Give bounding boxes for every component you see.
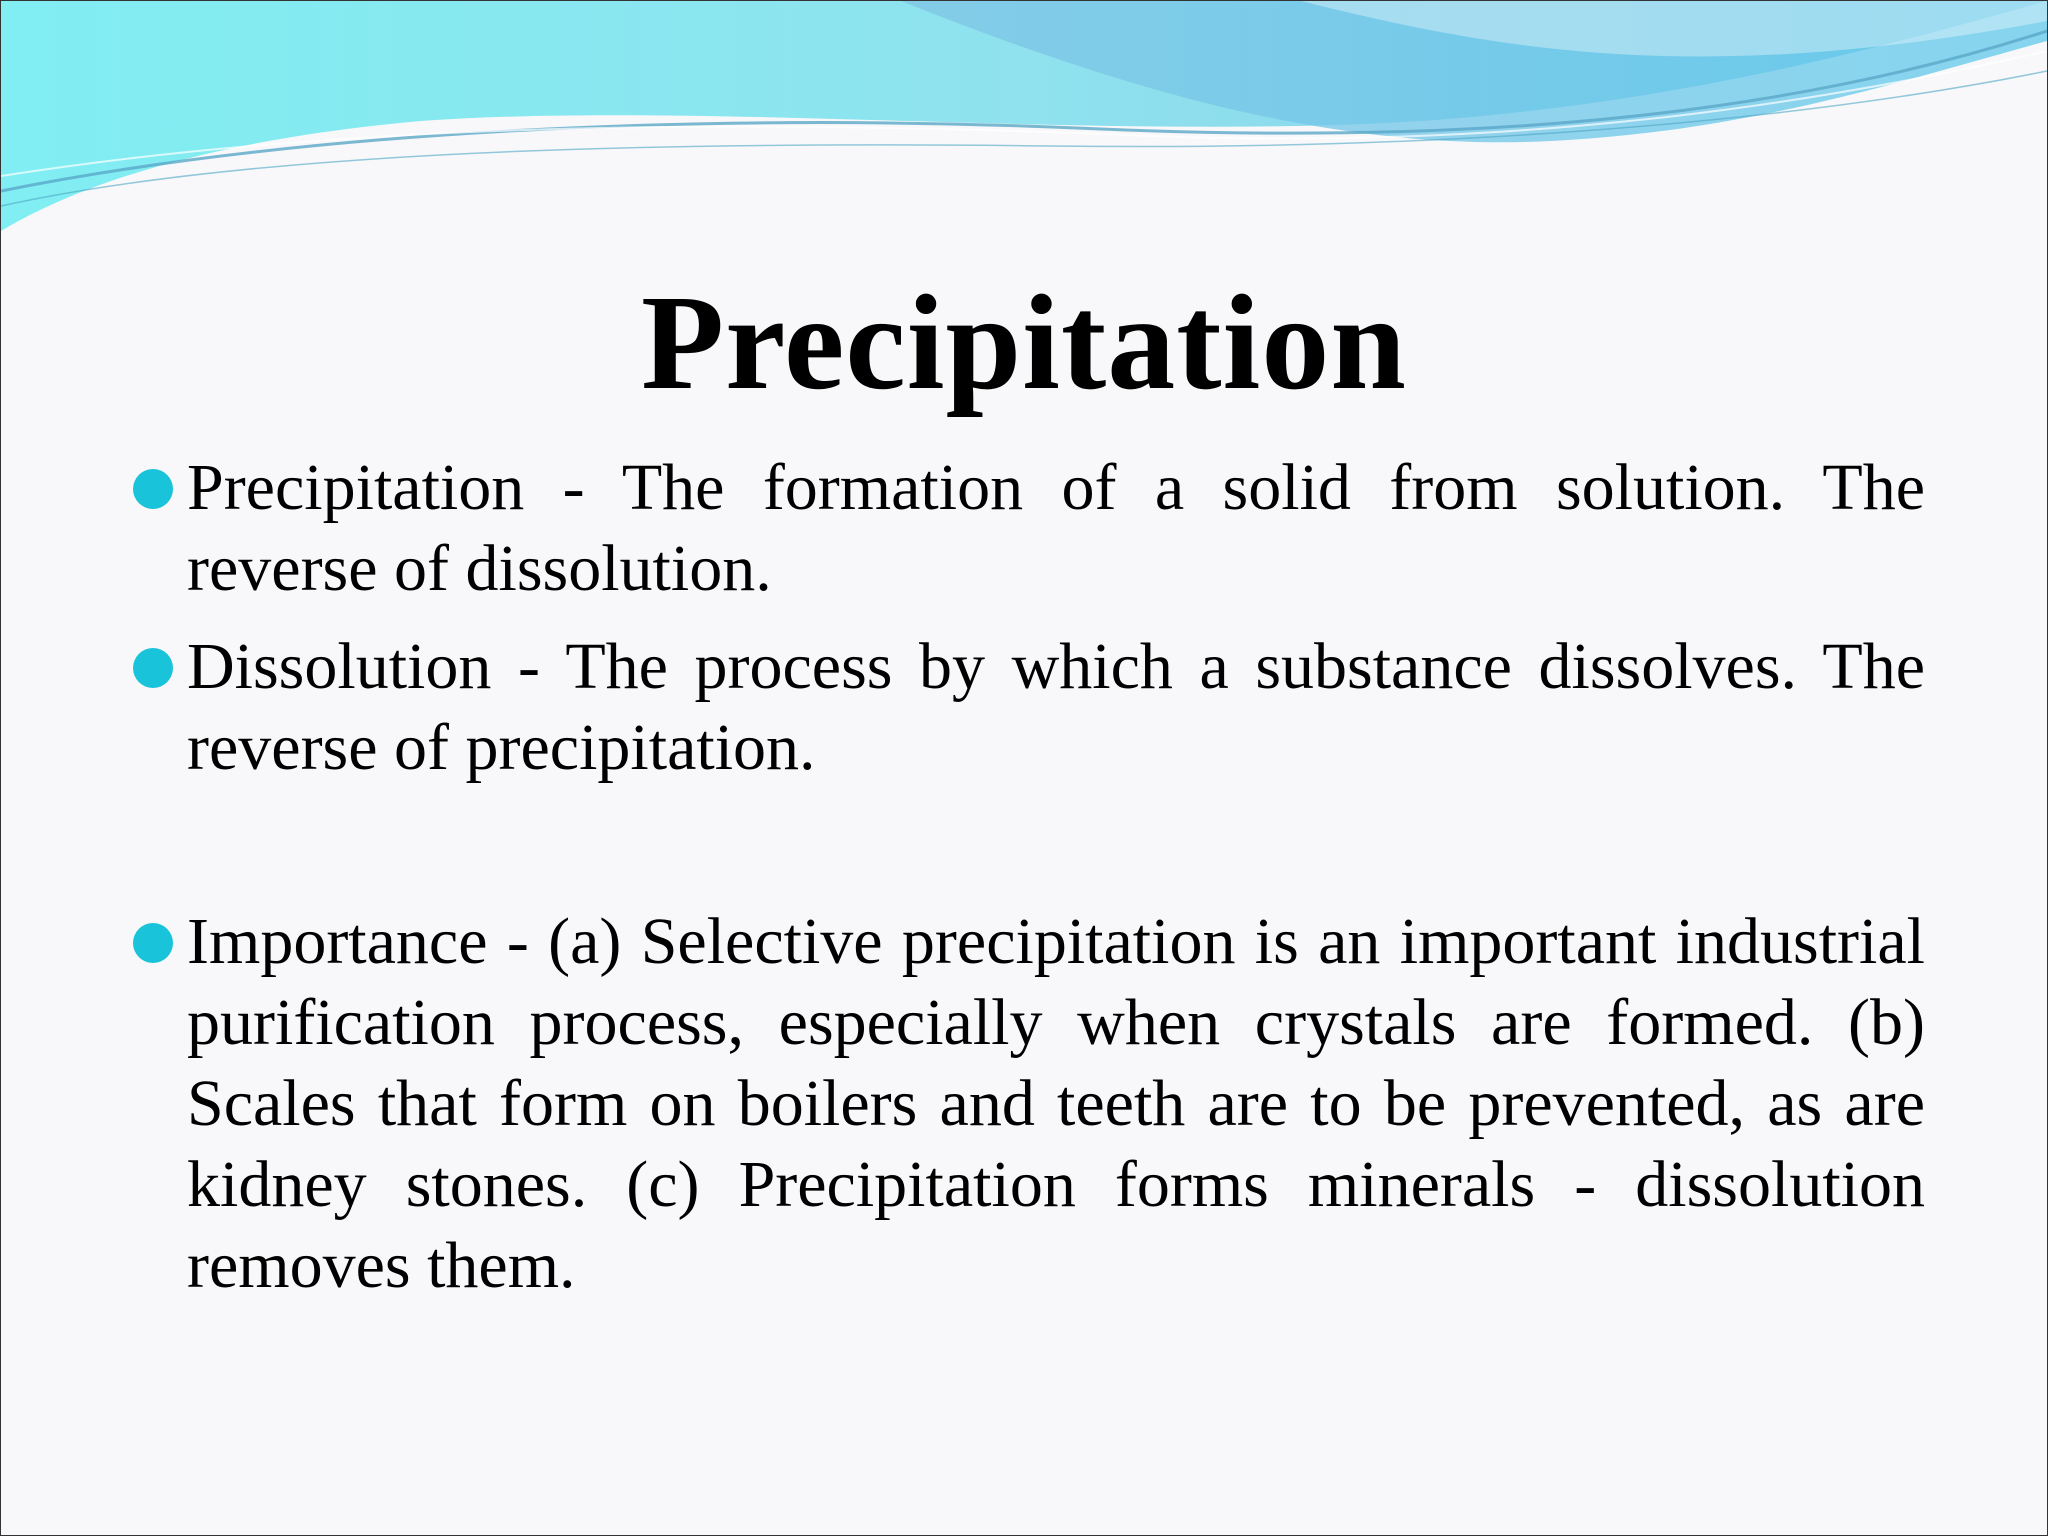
bullet-item (187, 447, 1925, 609)
bullet-item (187, 626, 1925, 788)
bullet-text: Precipitation - The formation of a solid from solution. The reverse of dissolution. (187, 451, 1925, 605)
bullet-text: Importance - (a) Selective precipitation is an important industrial purification process, especially when crystals are formed. (b) Scales that form on boilers and teeth are to be prevented, as are kidney stones. (c) Precipitation forms minerals - dissolution removes them. (187, 905, 1925, 1302)
bullet-dot-icon (133, 648, 173, 688)
bullet-dot-icon (133, 923, 173, 963)
bullet-item (187, 901, 1925, 1306)
header-wave-decoration (1, 1, 2047, 261)
slide-title: Precipitation (641, 268, 1407, 418)
bullet-dot-icon (133, 469, 173, 509)
bullet-text: Dissolution - The process by which a substance dissolves. The reverse of precipitation. (187, 630, 1925, 784)
